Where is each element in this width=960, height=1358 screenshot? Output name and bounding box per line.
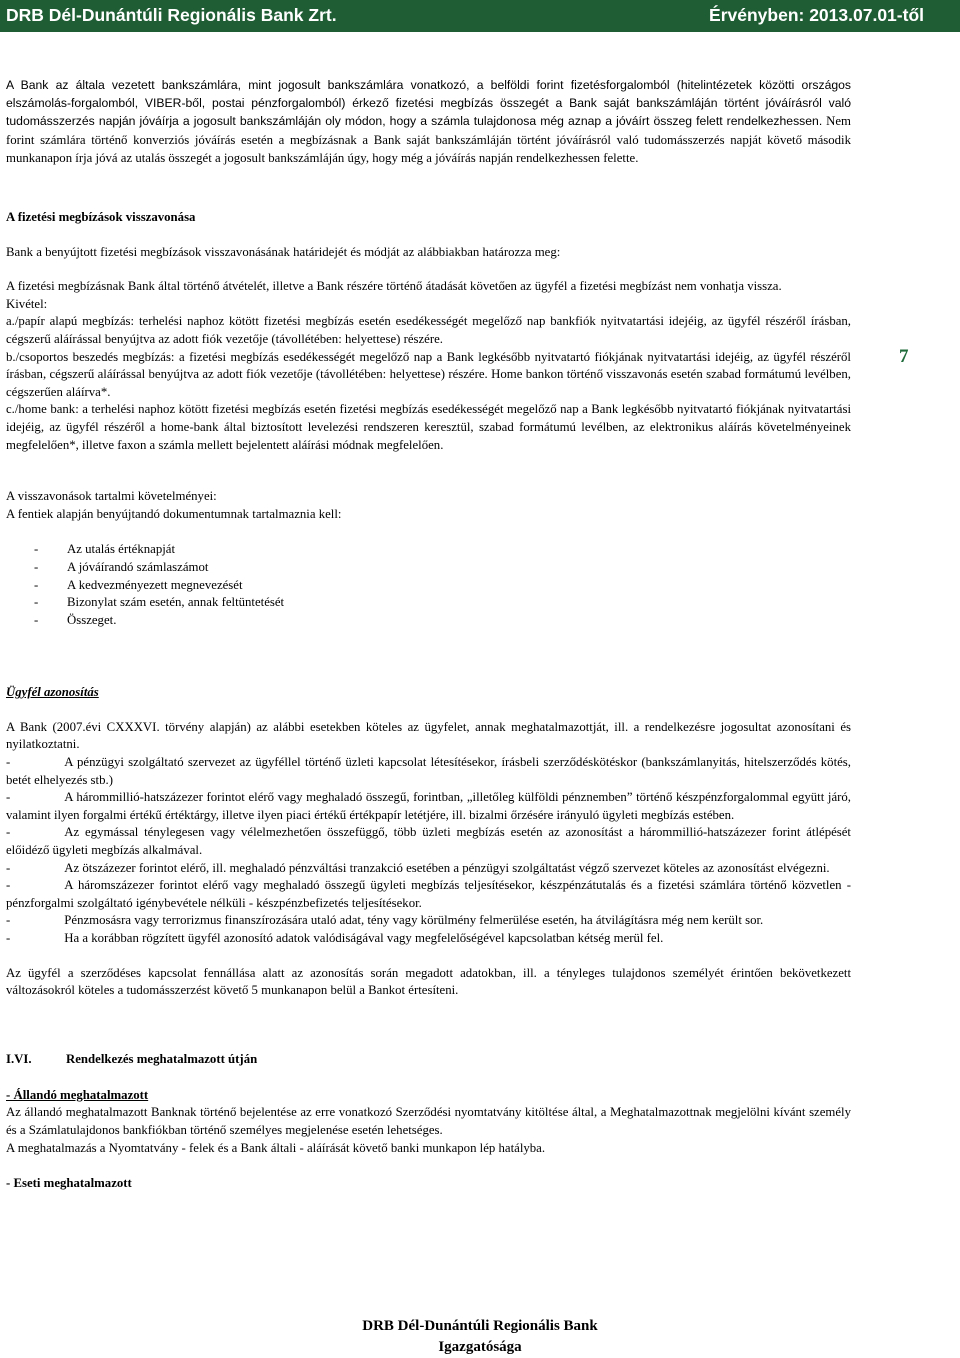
revocation-intro: Bank a benyújtott fizetési megbízások visszavonásának határidejét és módját az alábbiakban határozza meg: — [6, 244, 561, 259]
section-title: Rendelkezés meghatalmazott útján — [66, 1051, 258, 1066]
occasional-proxy-title: - Eseti meghatalmazott — [6, 1176, 132, 1191]
revocation-case-c: c./home bank: a terhelési naphoz kötött fizetési megbízás esetén fizetési megbízás esedékességét megelőző nap a Bank legkésőbb nyitvatartó fiókjának nyitvatartási idejéig, az ügyfél részéről a home-bank által biztosított levelezési rendszeren keresztül, szabad formátumú levélben, az elektronikus aláírás követelményeinek megfelelően*, illetve faxon a számla mellett bejelentett aláírási módnak megfelelően. — [6, 402, 851, 452]
header-validity-date: Érvényben: 2013.07.01-től — [709, 5, 924, 25]
revocation-case-a: a./papír alapú megbízás: terhelési naphoz kötött fizetési megbízás esetén esedékességét megelőző nap bankfiók nyitvatartási idejéig, az ügyfél részéről írásban, cégszerű aláírással benyújtva az adott fiók vezetője (távollétében: helyettese) részére. — [6, 314, 851, 346]
permanent-proxy-effect: A meghatalmazás a Nyomtatvány - felek és a Bank általi - aláírását követő banki munkapon lép hatályba. — [6, 1140, 546, 1155]
footer-bank-name: DRB Dél-Dunántúli Regionális Bank — [362, 1318, 598, 1334]
identification-closing: Az ügyfél a szerződéses kapcsolat fennállása alatt az azonosítás során megadott adatokban, ill. a tényleges tulajdonos személyét érintően bekövetkezett változásokról köteles a tudomásszerzést követő 5 munkanapon belül a Bankot értesíteni. — [6, 965, 851, 998]
page-number: 7 — [899, 346, 909, 367]
page-header — [0, 0, 960, 32]
permanent-proxy-paragraph: Az állandó meghatalmazott Banknak történő bejelentése az erre vonatkozó Szerződési nyomtatvány kitöltése által, a Meghatalmazottnak megjelölni kívánt személy és a Számlatulajdonos bankfiókban történő személyes megjelenése esetén lehetséges. — [6, 1105, 851, 1137]
section-number: I.VI. — [6, 1051, 32, 1066]
requirements-list — [6, 541, 851, 629]
section-heading — [6, 1052, 851, 1070]
identification-item: - A pénzügyi szolgáltató szervezet az ügyféllel történő üzleti kapcsolat létesítésekor, írásbeli szerződéskötéskor (bankszámlanyitás, hitelszerződés kötés, betét elhelyezés stb.) — [6, 755, 851, 787]
list-item: - Az utalás értéknapját — [34, 542, 176, 557]
requirements-intro: A fentiek alapján benyújtandó dokumentumnak tartalmaznia kell: — [6, 506, 342, 521]
list-item: - Bizonylat szám esetén, annak feltüntetését — [34, 595, 285, 610]
header-bank-name: DRB Dél-Dunántúli Regionális Bank Zrt. — [6, 5, 337, 25]
list-item: - A kedvezményezett megnevezését — [34, 577, 243, 592]
list-item: - A jóváírandó számlaszámot — [34, 559, 209, 574]
permanent-proxy-title: - Állandó meghatalmazott — [6, 1087, 149, 1102]
requirements-heading: A visszavonások tartalmi követelményei: — [6, 489, 217, 504]
intro-part2: Nem forint számlára történő konverziós jóváírás esetén a megbízásnak a Bank saját bankszámláján történt jóváírásról való tudomásszerzés napját követő második munkanapon írja jóvá az utalás összegét a jogosult bankszámláján úgy, hogy még a jóváírás napján rendelkezhessen felette. — [6, 114, 852, 165]
document-body — [6, 76, 851, 1193]
identification-item: - Pénzmosásra vagy terrorizmus finanszírozására utaló adat, tény vagy körülmény felmerülése esetén, ha átvilágításra még nem került sor. — [6, 913, 764, 928]
revocation-exception-label: Kivétel: — [6, 296, 48, 311]
identification-item: - A háromszázezer forintot elérő vagy meghaladó összegű ügyleti megbízás teljesítésekor, készpénzátutalás és a fizetési számlára történő közvetlen - pénzforgalmi szolgáltató igénybevétele nélküli - készpénzbefizetés teljesítésekor. — [6, 878, 851, 910]
footer-board: Igazgatósága — [438, 1339, 522, 1355]
revocation-title: A fizetési megbízások visszavonása — [6, 210, 196, 225]
intro-part1: A Bank az általa vezetett bankszámlára, mint jogosult bankszámlára vonatkozó, a belföldi forint fizetésforgalomból (hitelintézetek közötti országos elszámolás-forgalomból, VIBER-ből, postai pénzforgalomból) érkező fizetési megbízás összegét a Bank saját bankszámláján történt jóváírásról való tudomásszerzés napján jóváírja a jogosult bankszámláján oly módon, hogy a számla tulajdonosa még aznap a jóváírt összeg felett rendelkezhessen. — [6, 78, 851, 129]
intro-paragraph — [6, 76, 851, 167]
revocation-rule: A fizetési megbízásnak Bank által történő átvételét, illetve a Bank részére történő átadását követően az ügyfél a fizetési megbízást nem vonhatja vissza. — [6, 279, 782, 294]
identification-item: - Az egymással ténylegesen vagy vélelmezhetően összefüggő, több üzleti megbízás esetén az azonosítást a hárommillió-hatszázezer forint átlépését előidéző ügyleti megbízás alkalmával. — [6, 825, 851, 858]
identification-item: - A hárommillió-hatszázezer forintot elérő vagy meghaladó összegű, forintban, „illetőleg külföldi pénznemben” történő készpénzforgalommal együtt járó, valamint ilyen forgalmi értékű értéktárgy, illetve ilyen piaci értékű értékpapír letétjére, ill. bizalmi őrzésére irányuló ügyleti megbízás estében. — [6, 790, 851, 822]
revocation-case-b: b./csoportos beszedés megbízás: a fizetési megbízás esedékességét megelőző nap a Bank legkésőbb nyitvatartó fiókjának nyitvatartási idejéig, az ügyfél részéről írásban, cégszerű aláírással benyújtva az adott fiók vezetője (távollétében: helyettese) részére. Home bankon történő visszavonás esetén szabad formátumú levélben, cégszerűen aláírva*. — [6, 349, 851, 399]
identification-item: - Ha a korábban rögzített ügyfél azonosító adatok valódiságával vagy megfelelőségével kapcsolatban kétség merül fel. — [6, 931, 664, 946]
page-footer — [0, 1316, 960, 1358]
identification-intro: A Bank (2007.évi CXXXVI. törvény alapján) az alábbi esetekben köteles az ügyfelet, annak meghatalmazottját, ill. a rendelkezésre jogosultat azonosítani és nyilatkoztatni. — [6, 719, 851, 752]
identification-item: - Az ötszázezer forintot elérő, ill. meghaladó pénzváltási tranzakció esetében a pénzügyi szolgáltatást végző szervezet köteles az azonosítást elvégezni. — [6, 860, 830, 875]
identification-title: Ügyfél azonosítás — [6, 685, 99, 700]
list-item: - Összeget. — [34, 612, 117, 627]
